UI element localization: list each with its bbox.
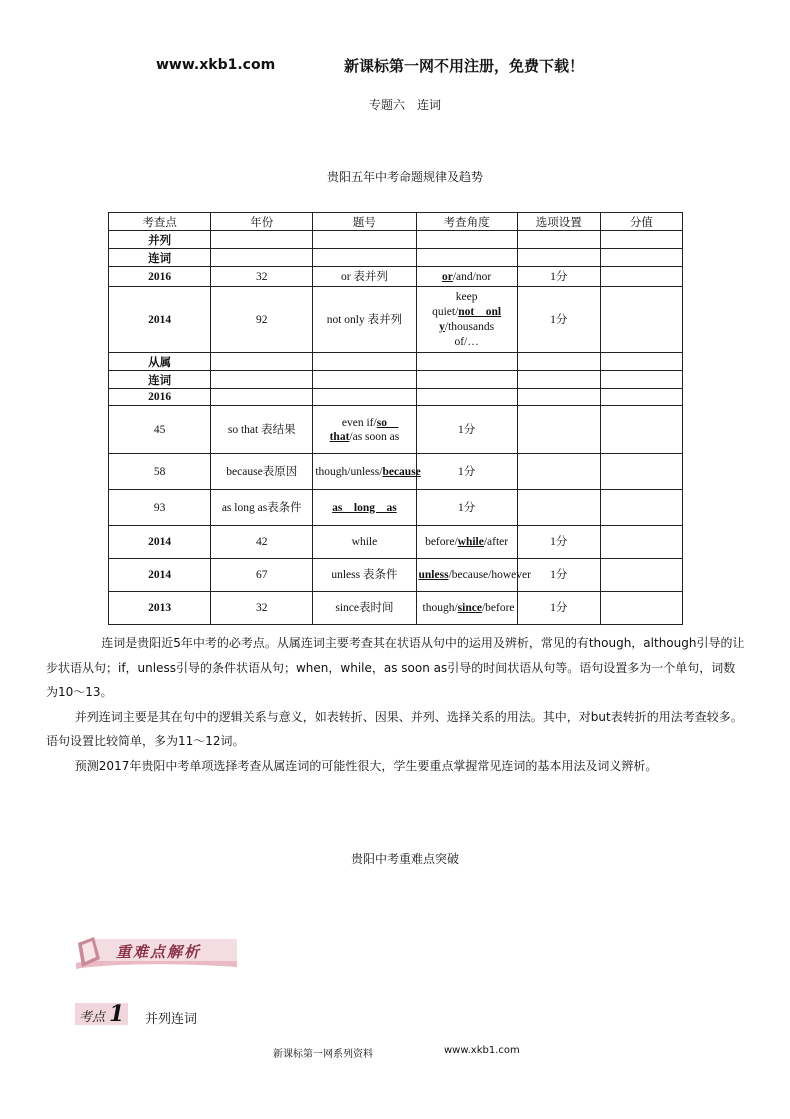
year-cell: 2014 <box>109 526 211 559</box>
option-text: /before <box>481 602 515 614</box>
question-no: 42 <box>211 526 313 559</box>
answer-underlined: while <box>457 536 484 548</box>
answer-underlined: not onl <box>458 305 502 318</box>
table-row <box>109 454 683 490</box>
option-text: of/… <box>454 335 479 348</box>
kaodian-label <box>75 1003 128 1025</box>
badge-text: 重难点解析 <box>116 943 202 961</box>
table-row <box>109 592 683 625</box>
table-row <box>109 490 683 526</box>
group-label: 连词 <box>109 249 211 267</box>
option-text: though/ <box>422 602 458 614</box>
paragraph: 并列连词主要是其在句中的逻辑关系与意义，如表转折、因果、并列、选择关系的用法。其中，对but表转折的用法考查较多。语句设置比较简单，多为11～12词。 <box>46 709 743 748</box>
group-label: 并列 <box>109 231 211 249</box>
question-desc: unless 表条件 <box>313 559 416 592</box>
group-label: 连词 <box>109 371 211 389</box>
option-cell <box>313 406 416 454</box>
answer-underlined: so that <box>329 416 399 443</box>
table-row <box>109 353 683 371</box>
score-cell: 1分 <box>416 454 517 490</box>
table-row <box>109 267 683 287</box>
header-site-url[interactable]: www.xkb1.com <box>156 57 276 73</box>
header-cell: 考查角度 <box>416 213 517 231</box>
option-text: /because/however <box>448 569 531 581</box>
year-cell: 2016 <box>109 389 211 406</box>
footer-series-text: 新课标第一网系列资料 <box>273 1049 373 1060</box>
question-desc: so that 表结果 <box>211 406 313 454</box>
header-cell: 选项设置 <box>517 213 600 231</box>
option-text: /as soon as <box>349 430 400 443</box>
answer-underlined: because <box>382 465 421 478</box>
table-row <box>109 287 683 353</box>
question-desc: while <box>313 526 416 559</box>
header-cell: 分值 <box>600 213 682 231</box>
group-label: 从属 <box>109 353 211 371</box>
option-text: /and/nor <box>452 270 492 283</box>
score-cell: 1分 <box>517 592 600 625</box>
paragraph: 连词是贵阳近5年中考的必考点。从属连词主要考查其在状语从句中的运用及辨析，常见的有though，although引导的让步状语从句；if，unless引导的条件状语从句；when，while，as soon as引导的时间状语从句等。语句设置多为一个单句，词数为10～13。 <box>46 636 745 699</box>
option-cell <box>416 592 517 625</box>
option-cell <box>416 559 531 592</box>
year-cell: 2013 <box>109 592 211 625</box>
question-desc: or 表并列 <box>313 267 416 287</box>
kaodian-title: 并列连词 <box>145 1012 198 1027</box>
paragraph: 预测2017年贵阳中考单项选择考查从属连词的可能性很大，学生要重点掌握常见连词的基本用法及词义辨析。 <box>74 758 658 773</box>
score-cell: 1分 <box>416 406 517 454</box>
table-header-row <box>109 213 683 231</box>
table-row <box>109 406 683 454</box>
kaodian-word: 考点 <box>79 1010 106 1025</box>
question-no: 93 <box>109 490 211 526</box>
option-cell <box>416 267 517 287</box>
option-cell <box>416 287 517 353</box>
question-no: 32 <box>211 267 313 287</box>
header-cell: 年份 <box>211 213 313 231</box>
table-row <box>109 231 683 249</box>
answer-underlined: unless <box>418 569 449 581</box>
score-cell: 1分 <box>517 267 600 287</box>
year-cell: 2014 <box>109 559 211 592</box>
answer-underlined: or <box>442 270 453 283</box>
score-cell: 1分 <box>517 526 600 559</box>
table-row <box>109 249 683 267</box>
option-text: before/ <box>425 536 458 548</box>
header-cell: 题号 <box>313 213 416 231</box>
key-analysis-badge <box>72 933 240 973</box>
analysis-paragraphs <box>46 631 746 778</box>
option-text: even if/ <box>341 416 377 429</box>
answer-underlined: since <box>457 602 482 614</box>
question-no: 45 <box>109 406 211 454</box>
header-cell: 考查点 <box>109 213 211 231</box>
table-row <box>109 559 683 592</box>
question-desc: because表原因 <box>211 454 313 490</box>
answer-underlined: y <box>439 320 445 333</box>
option-text: though/unless/ <box>315 465 383 478</box>
option-text: /after <box>483 536 509 548</box>
header-slogan: 新课标第一网不用注册，免费下载！ <box>344 57 585 75</box>
topic-title: 专题六 连词 <box>368 98 441 112</box>
question-no: 32 <box>211 592 313 625</box>
section-title-trends: 贵阳五年中考命题规律及趋势 <box>326 170 483 184</box>
option-cell <box>313 454 421 490</box>
question-desc: since表时间 <box>313 592 416 625</box>
option-cell <box>313 490 416 526</box>
question-desc: not only 表并列 <box>313 287 416 353</box>
question-desc: as long as表条件 <box>211 490 313 526</box>
score-cell: 1分 <box>517 287 600 353</box>
year-cell: 2016 <box>109 267 211 287</box>
question-no: 67 <box>211 559 313 592</box>
exam-trend-table <box>108 212 683 625</box>
answer-underlined: as long as <box>332 501 397 514</box>
question-no: 92 <box>211 287 313 353</box>
score-cell: 1分 <box>517 559 600 592</box>
option-cell <box>416 526 517 559</box>
kaodian-number: 1 <box>109 1001 125 1027</box>
table-row <box>109 389 683 406</box>
footer-site-url[interactable]: www.xkb1.com <box>444 1045 520 1056</box>
year-cell: 2014 <box>109 287 211 353</box>
section-title-key-points: 贵阳中考重难点突破 <box>350 852 459 866</box>
option-text: /thousands <box>444 320 495 333</box>
question-no: 58 <box>109 454 211 490</box>
option-text: keep <box>455 290 478 303</box>
table-row <box>109 371 683 389</box>
option-text: quiet/ <box>432 305 459 318</box>
table-row <box>109 526 683 559</box>
score-cell: 1分 <box>416 490 517 526</box>
